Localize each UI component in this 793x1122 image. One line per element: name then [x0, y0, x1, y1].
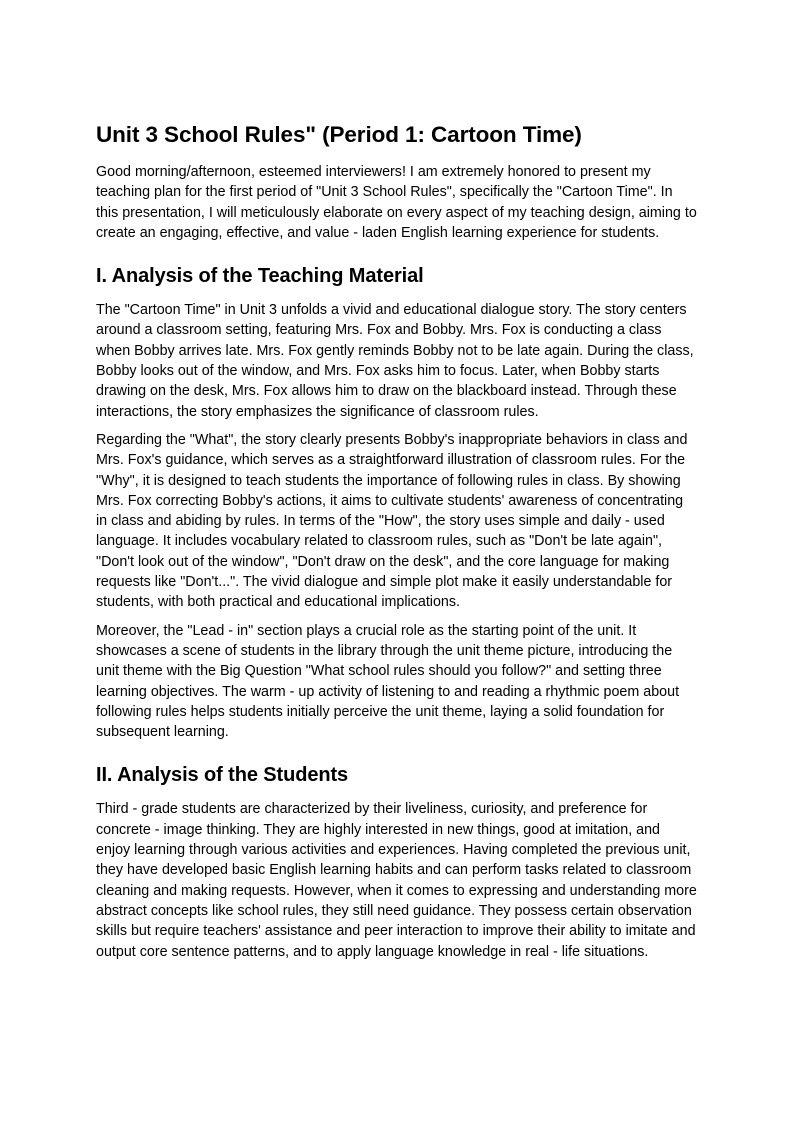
section-paragraph: Regarding the "What", the story clearly presents Bobby's inappropriate behaviors in class and Mrs. Fox's guidance, which serves as a straightforward illustration of classroom rules. For the "Why", it is designed to teach students the importance of following rules in class. By showing Mrs. Fox correcting Bobby's actions, it aims to cultivate students' awareness of concentrating in class and abiding by rules. In terms of the "How", the story uses simple and daily - used language. It includes vocabulary related to classroom rules, such as "Don't be late again", "Don't look out of the window", "Don't draw on the desk", and the core language for making requests like "Don't...". The vivid dialogue and simple plot make it easily understandable for students, with both practical and educational implications. — [96, 431, 688, 611]
section-paragraph: The "Cartoon Time" in Unit 3 unfolds a vivid and educational dialogue story. The story centers around a classroom setting, featuring Mrs. Fox and Bobby. Mrs. Fox is conducting a class when Bobby arrives late. Mrs. Fox gently reminds Bobby not to be late again. During the class, Bobby looks out of the window, and Mrs. Fox asks him to focus. Later, when Bobby starts drawing on the desk, Mrs. Fox allows him to draw on the blackboard instead. Through these interactions, the story emphasizes the significance of classroom rules. — [96, 302, 694, 420]
intro-paragraph: Good morning/afternoon, esteemed interviewers! I am extremely honored to present my teaching plan for the first period of "Unit 3 School Rules", specifically the "Cartoon Time". In this presentation, I will meticulously elaborate on every aspect of my teaching design, aiming to create an engaging, effective, and value - laden English learning experience for students. — [96, 164, 697, 241]
section-heading-students: II. Analysis of the Students — [96, 764, 349, 787]
section-paragraph: Third - grade students are characterized by their liveliness, curiosity, and preference for concrete - image thinking. They are highly interested in new things, good at imitation, and enjoy learning through various activities and experiences. Having completed the previous unit, they have developed basic English learning habits and can perform tasks related to classroom cleaning and making requests. However, when it comes to expressing and understanding more abstract concepts like school rules, they still need guidance. They possess certain observation skills but require teachers' assistance and peer interaction to improve their ability to imitate and output core sentence patterns, and to apply language knowledge in real - life situations. — [96, 801, 697, 960]
page-title: Unit 3 School Rules" (Period 1: Cartoon Time) — [96, 122, 582, 147]
section-paragraph: Moreover, the "Lead - in" section plays a crucial role as the starting point of the unit. It showcases a scene of students in the library through the unit theme picture, introducing the unit theme with the Big Question "What school rules should you follow?" and setting three learning objectives. The warm - up activity of listening to and reading a rhythmic poem about following rules helps students initially perceive the unit theme, laying a solid foundation for subsequent learning. — [96, 622, 680, 741]
section-heading-teaching-material: I. Analysis of the Teaching Material — [96, 265, 424, 288]
document-page — [96, 118, 698, 970]
